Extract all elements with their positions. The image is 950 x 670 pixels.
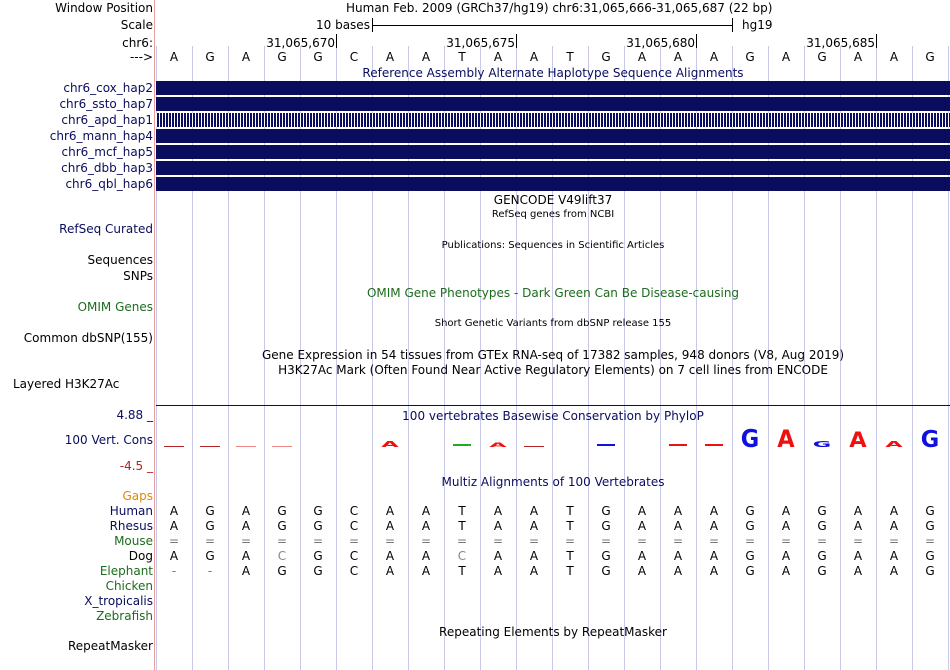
species-label-human[interactable]: Human [109,504,153,518]
reference-base: G [313,50,323,64]
track-label-omim-genes[interactable]: OMIM Genes [77,300,153,314]
ruler-tick-2 [516,34,517,48]
haplotype-label-chr6_mann_hap4[interactable]: chr6_mann_hap4 [49,129,153,143]
species-label-dog[interactable]: Dog [128,549,153,563]
species-alignment-row [0,549,950,563]
aligned-base: A [241,519,251,533]
reference-base: G [745,50,755,64]
reference-base: A [673,50,683,64]
track-label-repeatmasker[interactable]: RepeatMasker [67,639,153,653]
conservation-mark [200,446,220,447]
aligned-base: A [637,549,647,563]
aligned-base: G [601,564,611,578]
aligned-base: A [781,504,791,518]
aligned-base: C [277,549,287,563]
aligned-base: G [745,519,755,533]
aligned-base: A [673,564,683,578]
aligned-base: G [817,564,827,578]
scale-bar-label: 10 bases [316,18,370,32]
aligned-base: A [529,549,539,563]
aligned-base: A [673,504,683,518]
track-title-publications: Publications: Sequences in Scientific Articles [441,240,665,251]
aligned-base: A [421,519,431,533]
reference-base: G [601,50,611,64]
aligned-base: A [889,504,899,518]
track-label-100-vert-cons[interactable]: 100 Vert. Cons [64,433,153,447]
aligned-base: A [853,519,863,533]
species-alignment-row [0,519,950,533]
conservation-letter: A [381,439,399,449]
conservation-mark [453,444,471,446]
aligned-base: A [709,549,719,563]
aligned-base: G [601,519,611,533]
aligned-base: A [241,564,251,578]
aligned-base: = [600,534,612,548]
aligned-base: - [207,564,213,578]
aligned-base: G [277,504,287,518]
reference-base: T [458,50,466,64]
conservation-mark [524,446,544,447]
aligned-base: A [853,564,863,578]
reference-base: A [169,50,179,64]
aligned-base: = [492,534,504,548]
haplotype-alignment-bar[interactable] [156,177,950,191]
aligned-base: G [205,504,215,518]
aligned-base: = [312,534,324,548]
aligned-base: = [348,534,360,548]
reference-base: A [637,50,647,64]
aligned-base: G [277,519,287,533]
aligned-base: A [673,549,683,563]
track-label-snps[interactable]: SNPs [123,269,153,283]
haplotype-label-chr6_dbb_hap3[interactable]: chr6_dbb_hap3 [61,161,153,175]
aligned-base: A [421,504,431,518]
scale-bar-right-tick [732,18,733,32]
aligned-base: A [169,519,179,533]
aligned-base: A [493,504,503,518]
conservation-mark [164,446,184,447]
haplotype-label-chr6_apd_hap1[interactable]: chr6_apd_hap1 [61,113,153,127]
aligned-base: G [205,549,215,563]
reference-base: A [781,50,791,64]
ruler-tick-1 [336,34,337,48]
track-title-haplotypes: Reference Assembly Alternate Haplotype Sequence Alignments [362,66,744,80]
aligned-base: = [240,534,252,548]
label-strand: ---> [129,50,153,64]
aligned-base: G [745,564,755,578]
aligned-base: A [493,564,503,578]
aligned-base: = [708,534,720,548]
conservation-mark [669,444,687,446]
aligned-base: A [709,504,719,518]
reference-base: A [385,50,395,64]
aligned-base: = [852,534,864,548]
aligned-base: G [925,504,935,518]
species-alignment-row [0,564,950,578]
aligned-base: A [493,519,503,533]
track-title-multiz: Multiz Alignments of 100 Vertebrates [441,475,665,489]
species-label-rhesus[interactable]: Rhesus [109,519,153,533]
track-label-gaps[interactable]: Gaps [122,489,153,503]
reference-base: G [205,50,215,64]
reference-base: G [925,50,935,64]
aligned-base: A [385,519,395,533]
aligned-base: A [889,519,899,533]
aligned-base: T [458,519,466,533]
aligned-base: = [744,534,756,548]
aligned-base: A [529,519,539,533]
scale-bar [372,25,732,26]
conservation-mark [705,444,723,446]
track-title-refseq: RefSeq genes from NCBI [491,209,615,220]
track-title-gtex: Gene Expression in 54 tissues from GTEx RNA-seq of 17382 samples, 948 donors (V8, Aug 2019) [261,348,845,362]
haplotype-alignment-bar[interactable] [156,97,950,111]
aligned-base: A [853,504,863,518]
ruler-tick-4 [876,34,877,48]
conservation-mark [272,446,292,447]
reference-sequence [0,50,950,64]
conservation-letter: G [812,439,832,449]
species-alignment-row [0,504,950,518]
haplotype-label-chr6_ssto_hap7[interactable]: chr6_ssto_hap7 [59,97,153,111]
track-title-repeatmasker: Repeating Elements by RepeatMasker [439,625,667,639]
reference-base: A [241,50,251,64]
aligned-base: A [853,549,863,563]
reference-base: A [421,50,431,64]
aligned-base: G [817,504,827,518]
aligned-base: G [313,504,323,518]
aligned-base: A [385,549,395,563]
aligned-base: G [205,519,215,533]
track-label-refseq-curated[interactable]: RefSeq Curated [59,222,153,236]
scale-bar-left-tick [372,18,373,32]
reference-base: A [889,50,899,64]
aligned-base: A [421,549,431,563]
species-label-mouse[interactable]: Mouse [114,534,153,548]
aligned-base: A [781,549,791,563]
aligned-base: G [313,519,323,533]
aligned-base: A [493,549,503,563]
haplotype-alignment-bar[interactable] [156,161,950,175]
track-title-h3k27ac: H3K27Ac Mark (Often Found Near Active Regulatory Elements) on 7 cell lines from ENCODE [278,363,828,377]
conservation-mark [597,444,615,446]
aligned-base: A [709,519,719,533]
aligned-base: = [636,534,648,548]
aligned-base: A [421,564,431,578]
aligned-base: C [349,519,359,533]
aligned-base: A [241,549,251,563]
ruler-position-3: 31,065,680 [626,36,695,50]
aligned-base: A [637,564,647,578]
aligned-base: A [889,564,899,578]
haplotype-label-chr6_mcf_hap5[interactable]: chr6_mcf_hap5 [61,145,153,159]
aligned-base: A [241,504,251,518]
reference-base: A [853,50,863,64]
reference-base: C [349,50,359,64]
species-label-chicken[interactable]: Chicken [105,579,153,593]
conservation-max-label: 4.88 _ [116,408,153,422]
aligned-base: T [566,564,574,578]
aligned-base: G [925,549,935,563]
aligned-base: = [564,534,576,548]
aligned-base: A [637,519,647,533]
label-chromosome: chr6: [122,36,153,50]
conservation-mark [236,446,256,447]
aligned-base: A [385,564,395,578]
reference-base: T [566,50,574,64]
conservation-letter: A [885,439,903,449]
species-alignment-row [0,534,950,548]
conservation-letter: A [489,441,507,449]
aligned-base: T [458,564,466,578]
conservation-letter: G [740,423,760,454]
aligned-base: A [709,564,719,578]
haplotype-label-chr6_cox_hap2[interactable]: chr6_cox_hap2 [63,81,153,95]
aligned-base: A [529,504,539,518]
track-title-gencode: GENCODE V49lift37 [493,193,613,207]
aligned-base: T [566,519,574,533]
aligned-base: G [745,549,755,563]
aligned-base: G [313,549,323,563]
assembly-title: Human Feb. 2009 (GRCh37/hg19) chr6:31,065,666-31,065,687 (22 bp) [346,1,773,15]
label-window-position: Window Position [55,1,153,15]
ruler-position-4: 31,065,685 [806,36,875,50]
aligned-base: = [780,534,792,548]
aligned-base: T [566,549,574,563]
scale-assembly-db: hg19 [742,18,773,32]
track-label-sequences[interactable]: Sequences [87,253,153,267]
track-label-common-dbsnp[interactable]: Common dbSNP(155) [23,331,153,345]
aligned-base: A [169,504,179,518]
aligned-base: C [349,564,359,578]
phylop-conservation-logo [0,420,950,460]
aligned-base: G [313,564,323,578]
aligned-base: - [171,564,177,578]
aligned-base: = [168,534,180,548]
reference-base: A [709,50,719,64]
aligned-base: = [276,534,288,548]
aligned-base: G [925,519,935,533]
aligned-base: A [781,564,791,578]
conservation-letter: A [777,425,795,454]
track-title-phylop: 100 vertebrates Basewise Conservation by PhyloP [402,409,704,423]
reference-base: G [817,50,827,64]
aligned-base: G [817,519,827,533]
ruler-tick-3 [696,34,697,48]
track-title-omim: OMIM Gene Phenotypes - Dark Green Can Be Disease-causing [366,286,740,300]
aligned-base: G [817,549,827,563]
track-label-layered-h3k27ac[interactable]: Layered H3K27Ac [13,377,120,391]
aligned-base: = [204,534,216,548]
haplotype-alignment-bar[interactable] [156,113,950,127]
haplotype-alignment-bar[interactable] [156,129,950,143]
aligned-base: A [889,549,899,563]
reference-base: A [529,50,539,64]
ruler-position-1: 31,065,670 [266,36,335,50]
aligned-base: = [528,534,540,548]
aligned-base: A [529,564,539,578]
aligned-base: C [349,504,359,518]
ruler-position-2: 31,065,675 [446,36,515,50]
haplotype-label-chr6_qbl_hap6[interactable]: chr6_qbl_hap6 [65,177,153,191]
aligned-base: = [816,534,828,548]
aligned-base: T [458,504,466,518]
aligned-base: T [566,504,574,518]
aligned-base: G [925,564,935,578]
aligned-base: = [924,534,936,548]
reference-base: G [277,50,287,64]
aligned-base: G [745,504,755,518]
aligned-base: G [601,504,611,518]
aligned-base: = [888,534,900,548]
h3k27ac-baseline [156,405,950,406]
aligned-base: = [420,534,432,548]
species-label-elephant[interactable]: Elephant [99,564,153,578]
reference-base: A [493,50,503,64]
conservation-letter: A [849,428,867,453]
aligned-base: G [277,564,287,578]
conservation-min-label: -4.5 _ [119,459,153,473]
conservation-letter: G [920,426,940,454]
haplotype-alignment-bar[interactable] [156,145,950,159]
aligned-base: = [384,534,396,548]
track-title-dbsnp: Short Genetic Variants from dbSNP release 155 [434,318,672,329]
species-label-zebrafish[interactable]: Zebrafish [96,609,153,623]
aligned-base: G [601,549,611,563]
aligned-base: = [456,534,468,548]
species-label-x_tropicalis[interactable]: X_tropicalis [84,594,153,608]
aligned-base: A [637,504,647,518]
aligned-base: = [672,534,684,548]
haplotype-alignment-bar[interactable] [156,81,950,95]
aligned-base: A [781,519,791,533]
aligned-base: A [169,549,179,563]
aligned-base: A [385,504,395,518]
aligned-base: A [673,519,683,533]
label-scale: Scale [120,18,153,32]
aligned-base: C [349,549,359,563]
aligned-base: C [457,549,467,563]
